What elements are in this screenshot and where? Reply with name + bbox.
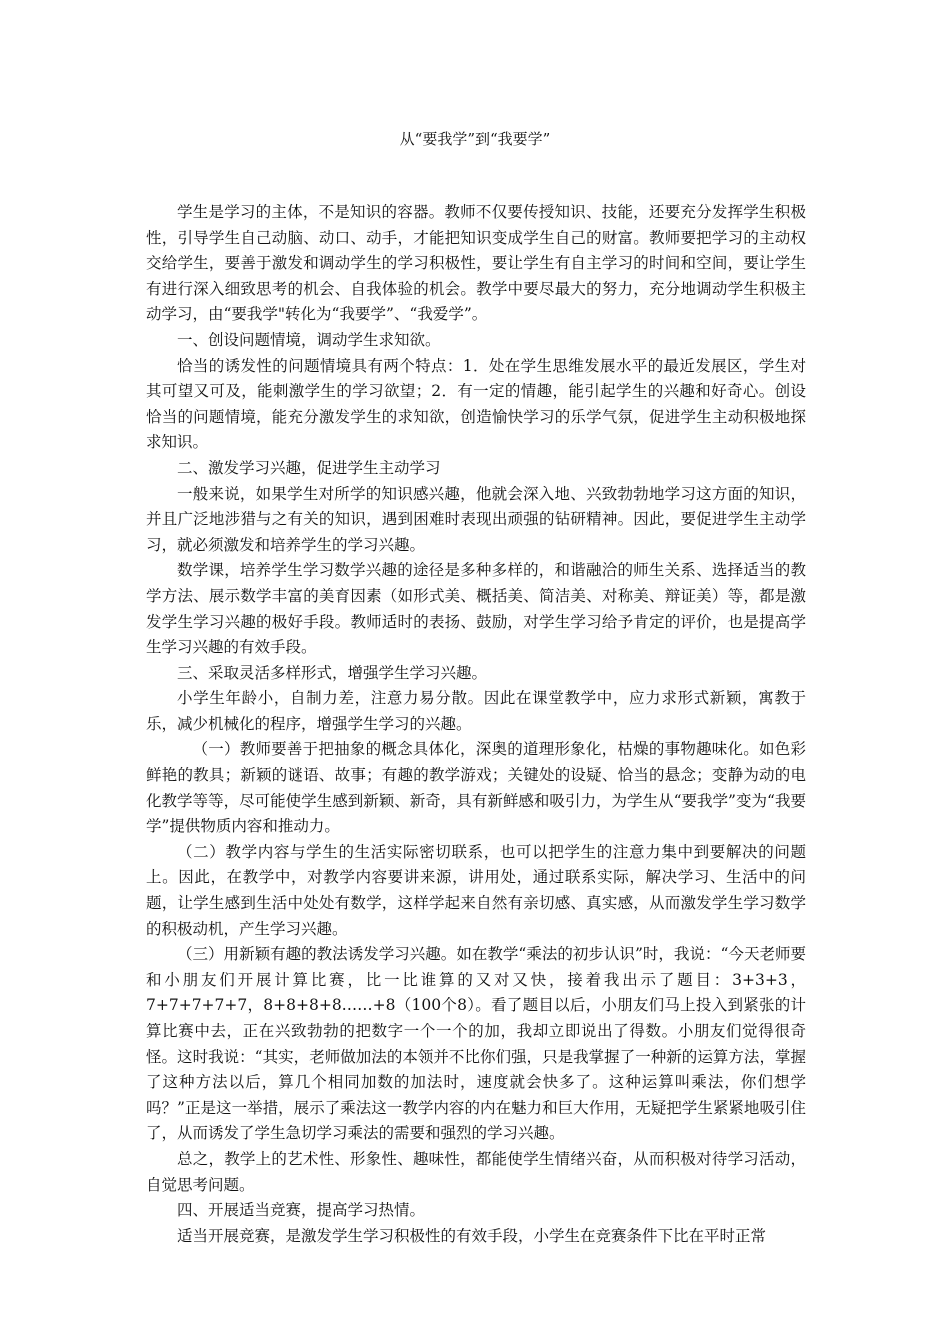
paragraph: 恰当的诱发性的问题情境具有两个特点：1．处在学生思维发展水平的最近发展区，学生对其可望又可及，能刺激学生的学习欲望；2．有一定的情趣，能引起学生的兴趣和好奇心。创设恰当的问题情境，能充分激发学生的求知欲，创造愉快学习的乐学气氛，促进学生主动积极地探求知识。: [146, 356, 806, 452]
document-body: [146, 200, 806, 1249]
section-heading-2: 二、激发学习兴趣，促进学生主动学习: [177, 458, 441, 477]
subsection-3: （三）用新颖有趣的教法诱发学习兴趣。如在教学“乘法的初步认识”时，我说：“今天老师要和小朋友们开展计算比赛，比一比谁算的又对又快，接着我出示了题目：3+3+3，7+7+7+7+7，8+8+8+8……+8（100个8）。看了题目以后，小朋友们马上投入到紧张的计算比赛中去，正在兴致勃勃的把数字一个一个的加，我却立即说出了得数。小朋友们觉得很奇怪。这时我说：“其实，老师做加法的本领并不比你们强，只是我掌握了一种新的运算方法，掌握了这种方法以后，算几个相同加数的加法时，速度就会快多了。这种运算叫乘法，你们想学吗？”正是这一举措，展示了乘法这一教学内容的内在魅力和巨大作用，无疑把学生紧紧地吸引住了，从而诱发了学生急切学习乘法的需要和强烈的学习兴趣。: [146, 945, 806, 1143]
document-title: 从“要我学”到“我要学”: [399, 130, 551, 148]
subsection-2: （二）教学内容与学生的生活实际密切联系，也可以把学生的注意力集中到要解决的问题上。因此，在教学中，对教学内容要讲来源，讲用处，通过联系实际，解决学习、生活中的问题，让学生感到生活中处处有数学，这样学起来自然有亲切感、真实感，从而激发学生学习数学的积极动机，产生学习兴趣。: [146, 842, 806, 938]
paragraph-summary: 总之，教学上的艺术性、形象性、趣味性，都能使学生情绪兴奋，从而积极对待学习活动，自觉思考问题。: [146, 1149, 806, 1194]
section-heading-4: 四、开展适当竞赛，提高学习热情。: [177, 1201, 426, 1220]
subsection-1: （一）教师要善于把抽象的概念具体化，深奥的道理形象化，枯燥的事物趣味化。如色彩鲜艳的教具；新颖的谜语、故事；有趣的教学游戏；关键处的设疑、恰当的悬念；变静为动的电化教学等等，尽可能使学生感到新颖、新奇，具有新鲜感和吸引力，为学生从“要我学”变为“我要学”提供物质内容和推动力。: [146, 740, 806, 836]
paragraph: 小学生年龄小，自制力差，注意力易分散。因此在课堂教学中，应力求形式新颖，寓教于乐，减少机械化的程序，增强学生学习的兴趣。: [146, 689, 806, 733]
section-heading-1: 一、创设问题情境，调动学生求知欲。: [177, 330, 441, 349]
paragraph: 适当开展竞赛，是激发学生学习积极性的有效手段，小学生在竞赛条件下比在平时正常: [177, 1226, 767, 1245]
paragraph-intro: 学生是学习的主体，不是知识的容器。教师不仅要传授知识、技能，还要充分发挥学生积极性，引导学生自己动脑、动口、动手，才能把知识变成学生自己的财富。教师要把学习的主动权交给学生，要善于激发和调动学生的学习积极性，要让学生有自主学习的时间和空间，要让学生有进行深入细致思考的机会、自我体验的机会。教学中要尽最大的努力，充分地调动学生积极主动学习，由“要我学"转化为“我要学”、“我爱学”。: [146, 203, 806, 324]
paragraph: 一般来说，如果学生对所学的知识感兴趣，他就会深入地、兴致勃勃地学习这方面的知识，并且广泛地涉猎与之有关的知识，遇到困难时表现出顽强的钻研精神。因此，要促进学生主动学习，就必须激发和培养学生的学习兴趣。: [146, 484, 806, 554]
paragraph: 数学课，培养学生学习数学兴趣的途径是多种多样的，和谐融洽的师生关系、选择适当的教学方法、展示数学丰富的美育因素（如形式美、概括美、简洁美、对称美、辩证美）等，都是激发学生学习兴趣的极好手段。教师适时的表扬、鼓励，对学生学习给予肯定的评价，也是提高学生学习兴趣的有效手段。: [146, 561, 806, 657]
section-heading-3: 三、采取灵活多样形式，增强学生学习兴趣。: [177, 663, 488, 682]
